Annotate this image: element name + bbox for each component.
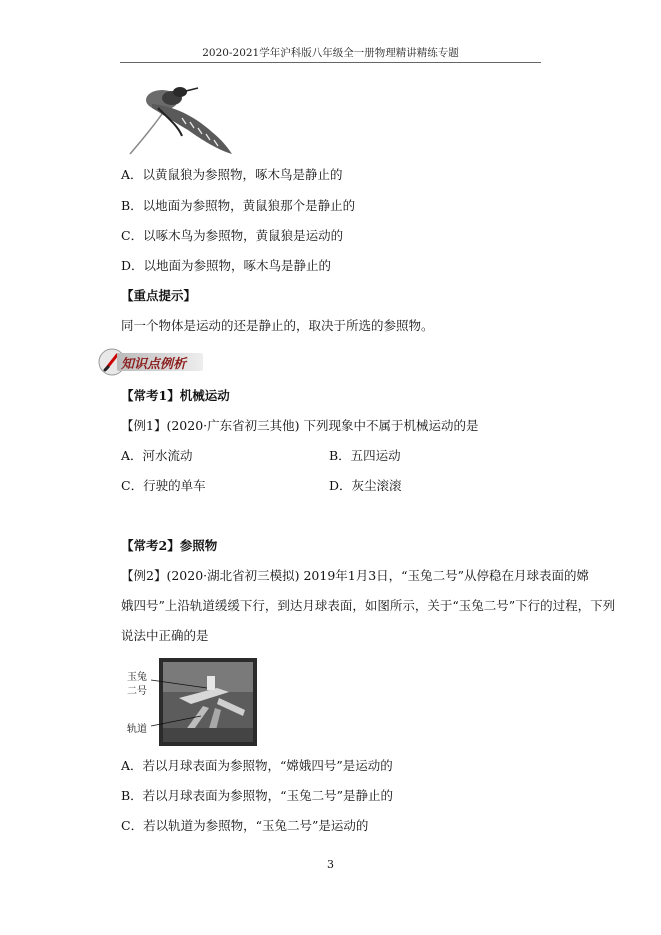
ex2-option-c: C．若以轨道为参照物，“玉兔二号”是运动的 xyxy=(121,818,369,833)
example2-line2: 娥四号”上沿轨道缓缓下行，到达月球表面，如图所示，关于“玉兔二号”下行的过程，下列 xyxy=(121,598,616,613)
ex1-option-c: C．行驶的单车 xyxy=(121,478,206,493)
ex1-option-b: B．五四运动 xyxy=(329,448,401,463)
track-label: 轨道 xyxy=(127,724,147,735)
prev-option-d: D．以地面为参照物，啄木鸟是静止的 xyxy=(121,258,332,273)
example1-text: 【例1】(2020·广东省初三其他) 下列现象中不属于机械运动的是 xyxy=(121,418,479,433)
header-divider xyxy=(120,62,541,63)
ex1-option-a: A．河水流动 xyxy=(121,448,193,463)
label-leader-lines xyxy=(121,658,261,748)
prev-option-c: C．以啄木鸟为参照物，黄鼠狼是运动的 xyxy=(121,228,344,243)
tip-heading: 【重点提示】 xyxy=(121,288,197,303)
example2-line3: 说法中正确的是 xyxy=(121,628,209,643)
example2-line1: 【例2】(2020·湖北省初三模拟) 2019年1月3日，“玉兔二号”从停稳在月球表面的嫦 xyxy=(121,568,589,583)
ex2-option-a: A．若以月球表面为参照物，“嫦娥四号”是运动的 xyxy=(121,758,393,773)
prev-option-a: A．以黄鼠狼为参照物，啄木鸟是静止的 xyxy=(121,167,343,182)
section1-heading: 【常考1】机械运动 xyxy=(121,388,230,403)
page-number: 3 xyxy=(327,858,334,871)
page-header: 2020-2021学年沪科版八年级全一册物理精讲精练专题 xyxy=(202,47,459,59)
rover-figure xyxy=(121,658,261,748)
section2-heading: 【常考2】参照物 xyxy=(121,538,218,553)
tip-text: 同一个物体是运动的还是静止的，取决于所选的参照物。 xyxy=(121,318,434,333)
rover-label-line2: 二号 xyxy=(127,686,147,697)
rover-label-line1: 玉兔 xyxy=(127,672,147,683)
prev-option-b: B．以地面为参照物，黄鼠狼那个是静止的 xyxy=(121,198,356,213)
ex1-option-d: D．灰尘滚滚 xyxy=(329,478,402,493)
banner-label: 知识点例析 xyxy=(121,357,187,372)
knowledge-banner xyxy=(97,346,207,378)
woodpecker-weasel-photo xyxy=(122,78,240,160)
ex2-option-b: B．若以月球表面为参照物，“玉兔二号”是静止的 xyxy=(121,788,393,803)
